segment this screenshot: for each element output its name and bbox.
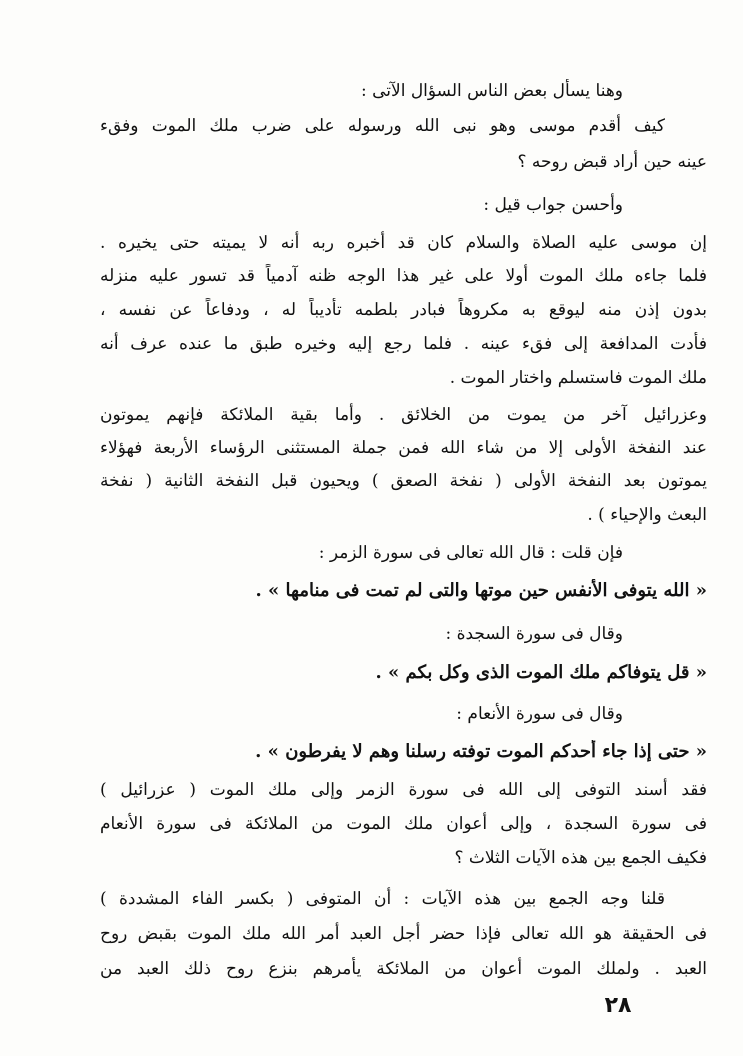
text-line: فإن قلت : قال الله تعالى فى سورة الزمر : — [318, 543, 623, 563]
text-line: ملك الموت فاستسلم واختار الموت . — [449, 368, 707, 388]
text-line: فى سورة السجدة ، وإلى أعوان ملك الموت من الملائكة فى سورة الأنعام — [100, 814, 707, 834]
text-line: وهنا يسأل بعض الناس السؤال الآتى : — [360, 81, 623, 101]
text-line: فكيف الجمع بين هذه الآيات الثلاث ؟ — [454, 848, 707, 868]
text-line: وقال فى سورة السجدة : — [445, 624, 623, 644]
text-line: بدون إذن منه ليوقع به مكروهاً فبادر بلطمه تأديباً له ، ودفاعاً عن نفسه ، — [100, 300, 707, 320]
text-line: إن موسى عليه الصلاة والسلام كان قد أخبره ربه أنه لا يميته حتى يخيره . — [100, 233, 707, 253]
text-line: وأحسن جواب قيل : — [483, 195, 623, 215]
page-number: ٢٨ — [604, 993, 632, 1018]
text-line: وقال فى سورة الأنعام : — [456, 704, 623, 724]
quran-verse: « قل يتوفاكم ملك الموت الذى وكل بكم » . — [375, 662, 707, 683]
text-line: فأدت المدافعة إلى فقء عينه . فلما رجع إليه وخيره طبق ما عنده عرف أنه — [100, 334, 707, 354]
quran-verse: « حتى إذا جاء أحدكم الموت توفته رسلنا وهم لا يفرطون » . — [255, 741, 707, 762]
text-line: العبد . ولملك الموت أعوان من الملائكة يأمرهم بنزع روح ذلك العبد من — [100, 959, 707, 979]
quran-verse: « الله يتوفى الأنفس حين موتها والتى لم تمت فى منامها » . — [255, 580, 707, 601]
text-line: يموتون بعد النفخة الأولى ( نفخة الصعق ) ويحيون قبل النفخة الثانية ( نفخة — [100, 471, 707, 491]
text-line: كيف أقدم موسى وهو نبى الله ورسوله على ضرب ملك الموت وفقء — [100, 116, 665, 136]
text-line: فقد أسند التوفى إلى الله فى سورة الزمر وإلى ملك الموت ( عزرائيل ) — [100, 780, 707, 800]
text-line: قلنا وجه الجمع بين هذه الآيات : أن المتوفى ( بكسر الفاء المشددة ) — [100, 889, 665, 909]
text-line: عينه حين أراد قبض روحه ؟ — [517, 152, 707, 172]
text-line: فلما جاءه ملك الموت أولا على غير هذا الوجه ظنه آدمياً قد تسور عليه منزله — [100, 266, 707, 286]
text-line: فى الحقيقة هو الله تعالى فإذا حضر أجل العبد أمر الله ملك الموت بقبض روح — [100, 924, 707, 944]
text-line: البعث والإحياء ) . — [587, 505, 707, 525]
text-line: وعزرائيل آخر من يموت من الخلائق . وأما بقية الملائكة فإنهم يموتون — [100, 405, 707, 425]
text-line: عند النفخة الأولى إلا من شاء الله فمن جملة المستثنى الرؤساء الأربعة فهؤلاء — [100, 438, 707, 458]
